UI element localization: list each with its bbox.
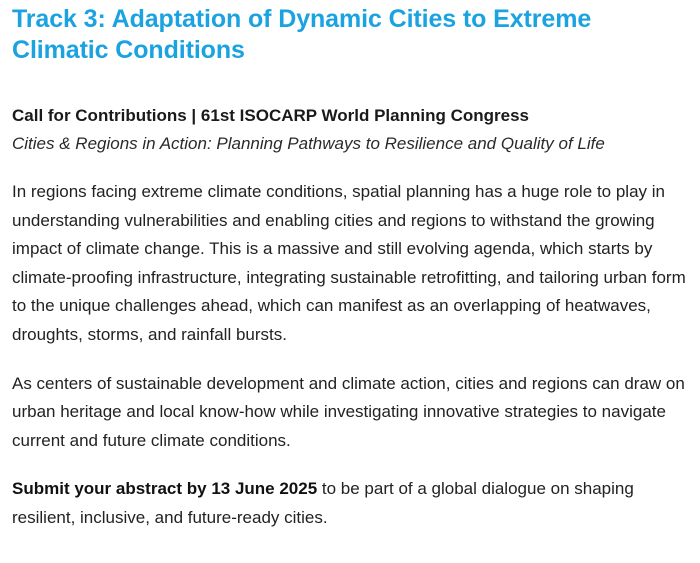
submit-paragraph [12, 475, 688, 532]
congress-theme: Cities & Regions in Action: Planning Pathways to Resilience and Quality of Life [12, 134, 605, 153]
page-title: Track 3: Adaptation of Dynamic Cities to Extreme Climatic Conditions [12, 5, 592, 64]
submit-rest: to be part of a global dialogue on shaping resilient, inclusive, and future-ready cities. [12, 479, 634, 527]
call-heading: Call for Contributions | 61st ISOCARP World Planning Congress [12, 106, 530, 125]
submit-deadline: Submit your abstract by 13 June 2025 [12, 479, 318, 499]
cities-paragraph: As centers of sustainable development and climate action, cities and regions can draw on urban heritage and local know-how while investigating innovative strategies to navigate current and future climate conditions. [12, 373, 685, 450]
intro-paragraph: In regions facing extreme climate conditions, spatial planning has a huge role to play in understanding vulnerabilities and enabling cities and regions to withstand the growing impact of climate change. This is a massive and still evolving agenda, which starts by climate-proofing infrastructure, integrating sustainable retrofitting, and tailoring urban form to the unique challenges ahead, which can manifest as an overlapping of heatwaves, droughts, storms, and rainfall bursts. [12, 182, 686, 344]
